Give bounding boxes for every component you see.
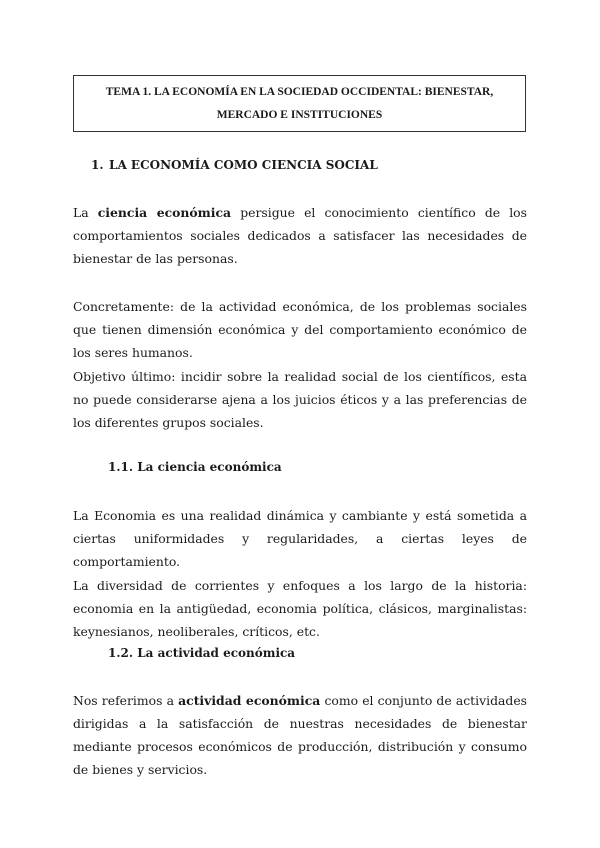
paragraph-realidad-dinamica: La Economia es una realidad dinámica y cambiante y está sometida a ciertas uniformidades y regularidades, a ciertas leyes de comportamiento. xyxy=(73,508,527,569)
paragraph-actividad-economica xyxy=(73,689,527,781)
para6-post: como el conjunto de actividades dirigidas a la satisfacción de nuestras necesidades de bienestar mediante procesos económicos de producción, distribución y consumo de bienes y servicios. xyxy=(73,693,528,777)
subsection-heading-1-1: 1.1. La ciencia económica xyxy=(108,460,282,474)
para1-bold: ciencia económica xyxy=(97,205,232,220)
section-title: LA ECONOMÍA COMO CIENCIA SOCIAL xyxy=(109,158,378,172)
para1-post: persigue el conocimiento científico de los comportamientos sociales dedicados a satisfacer las necesidades de bienestar de las personas. xyxy=(73,205,527,266)
paragraph-objetivo: Objetivo último: incidir sobre la realidad social de los científicos, esta no puede considerarse ajena a los juicios éticos y a las preferencias de los diferentes grupos sociales. xyxy=(73,369,527,430)
para6-bold: actividad económica xyxy=(178,693,321,708)
paragraph-diversidad: La diversidad de corrientes y enfoques a los largo de la historia: economia en la antigüedad, economia política, clásicos, marginalistas: keynesianos, neoliberales, críticos, etc. xyxy=(73,578,527,639)
section-heading xyxy=(91,158,378,172)
subsection-heading-1-2: 1.2. La actividad económica xyxy=(108,646,296,660)
para6-pre: Nos referimos a xyxy=(73,693,179,708)
title-line-2: MERCADO E INSTITUCIONES xyxy=(216,108,383,121)
title-box xyxy=(73,75,526,132)
title-line-1: TEMA 1. LA ECONOMÍA EN LA SOCIEDAD OCCIDENTAL: BIENESTAR, xyxy=(105,85,494,98)
paragraph-concretamente: Concretamente: de la actividad económica, de los problemas sociales que tienen dimensión económica y del comportamiento económico de los seres humanos. xyxy=(73,299,527,360)
section-number: 1. xyxy=(91,158,104,172)
paragraph-ciencia-economica xyxy=(73,201,527,270)
para1-pre: La xyxy=(73,205,98,220)
